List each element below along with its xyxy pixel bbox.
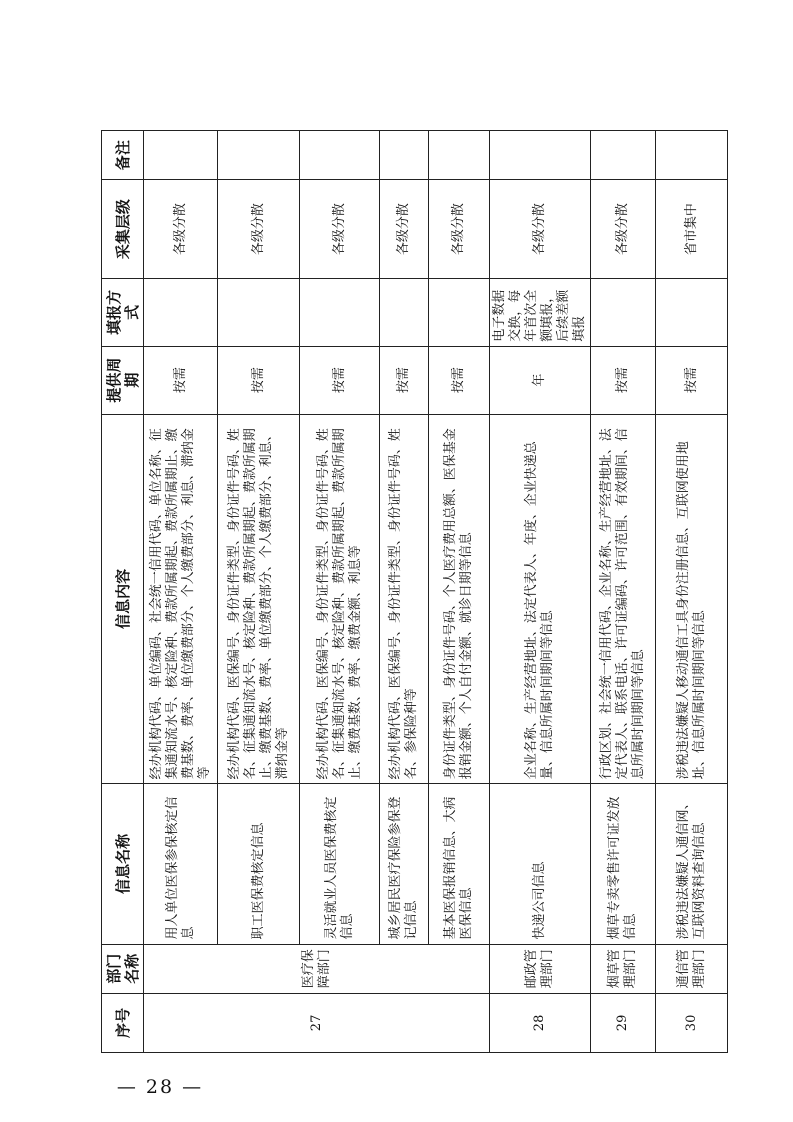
row-method: [144, 278, 218, 346]
row-name: 快递公司信息: [490, 784, 591, 944]
row-note: [656, 131, 728, 180]
row-dept: 通信管理部门: [656, 944, 728, 993]
row-note: [218, 131, 300, 180]
row-content: 经办机构代码、医保编号、身份证件类型、身份证件号码、姓名、征集通知流水号、核定险种、费款所属期起、费款所属期止、缴费基数、费率、缴费金额、利息等: [300, 414, 380, 784]
row-name: 灵活就业人员医保费核定信息: [300, 784, 380, 944]
row-content: 经办机构代码、医保编号、身份证件类型、身份证件号码、姓名、征集通知流水号、核定险种、费款所属期起、费款所属期止、缴费基数、费率、单位缴费部分、个人缴费部分、利息、滞纳金等: [218, 414, 300, 784]
row-period: 年: [490, 346, 591, 414]
table-row: [591, 131, 656, 1053]
row-note: [490, 131, 591, 180]
header-level: 采集层级: [102, 180, 144, 279]
row-content: 行政区划、社会统一信用代码、企业名称、生产经营地址、法定代表人、联系电话、许可证编码、许可范围、有效期间、信息所属时间期间等信息: [591, 414, 656, 784]
row-method: [656, 278, 728, 346]
header-note: 备注: [102, 131, 144, 180]
row-name: 用人单位医保参保核定信息: [144, 784, 218, 944]
row-period: 按需: [656, 346, 728, 414]
table-row: [490, 131, 591, 1053]
table-row: [429, 131, 490, 1053]
row-level: 各级分散: [490, 180, 591, 279]
row-note: [144, 131, 218, 180]
info-sharing-table: [101, 130, 728, 1053]
row-period: 按需: [591, 346, 656, 414]
row-dept: 医疗保障部门: [144, 944, 490, 993]
table-header-row: [102, 131, 144, 1053]
header-content: 信息内容: [102, 414, 144, 784]
table-row: [380, 131, 429, 1053]
row-content: 经办机构代码、单位编码、社会统一信用代码、单位名称、征集通知流水号、核定险种、费款所属期起、费款所属期止、缴费基数、费率、单位缴费部分、个人缴费部分、利息、滞纳金等: [144, 414, 218, 784]
header-method: 填报方式: [102, 278, 144, 346]
row-content: 身份证件类型、身份证件号码、个人医疗费用总额、医保基金报销金额、个人自付金额、就诊日期等信息: [429, 414, 490, 784]
row-method: 电子数据交换，每年首次全额填报，后续差额填报: [490, 278, 591, 346]
header-seq: 序号: [102, 993, 144, 1052]
row-name: 职工医保费核定信息: [218, 784, 300, 944]
row-level: 各级分散: [380, 180, 429, 279]
row-level: 各级分散: [429, 180, 490, 279]
row-method: [300, 278, 380, 346]
row-method: [429, 278, 490, 346]
row-period: 按需: [144, 346, 218, 414]
header-name: 信息名称: [102, 784, 144, 944]
row-level: 各级分散: [591, 180, 656, 279]
row-level: 省市集中: [656, 180, 728, 279]
table-row: [300, 131, 380, 1053]
row-content: 涉税违法嫌疑人移动通信工具身份注册信息、互联网使用地址、信息所属时间期间等信息: [656, 414, 728, 784]
row-note: [300, 131, 380, 180]
table-row: [144, 131, 218, 1053]
row-seq: 28: [490, 993, 591, 1052]
row-content: 企业名称、生产经营地址、法定代表人、年度、企业快递总量、信息所属时间期间等信息: [490, 414, 591, 784]
row-dept: 烟草管理部门: [591, 944, 656, 993]
row-seq: 29: [591, 993, 656, 1052]
table-row: [218, 131, 300, 1053]
rotated-table-container: [101, 130, 707, 1053]
row-note: [380, 131, 429, 180]
row-period: 按需: [300, 346, 380, 414]
row-dept: 邮政管理部门: [490, 944, 591, 993]
row-name: 基本医保报销信息、大病医保信息: [429, 784, 490, 944]
row-level: 各级分散: [144, 180, 218, 279]
row-level: 各级分散: [300, 180, 380, 279]
header-dept: 部门名称: [102, 944, 144, 993]
row-note: [429, 131, 490, 180]
row-name: 城乡居民医疗保险参保登记信息: [380, 784, 429, 944]
row-period: 按需: [380, 346, 429, 414]
row-level: 各级分散: [218, 180, 300, 279]
table-row: [656, 131, 728, 1053]
row-method: [591, 278, 656, 346]
row-name: 烟草专卖零售许可证发放信息: [591, 784, 656, 944]
row-name: 涉税违法嫌疑人通信网、互联网资料查询信息: [656, 784, 728, 944]
row-method: [218, 278, 300, 346]
row-content: 经办机构代码、医保编号、身份证件类型、身份证件号码、姓名、参保险种等: [380, 414, 429, 784]
header-period: 提供周期: [102, 346, 144, 414]
row-period: 按需: [218, 346, 300, 414]
row-seq: 27: [144, 993, 490, 1052]
row-period: 按需: [429, 346, 490, 414]
row-note: [591, 131, 656, 180]
page-number: — 28 —: [116, 1076, 204, 1098]
row-method: [380, 278, 429, 346]
row-seq: 30: [656, 993, 728, 1052]
